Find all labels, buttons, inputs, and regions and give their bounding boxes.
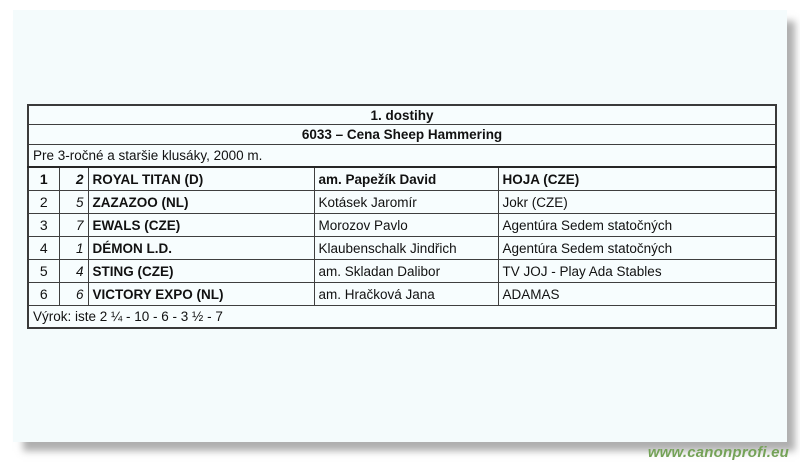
result-row-5 (28, 260, 776, 283)
owner-cell: HOJA (CZE) (498, 167, 776, 191)
place-cell: 5 (28, 260, 59, 283)
race-results-table (27, 104, 777, 329)
race-conditions-row (28, 145, 776, 168)
driver-cell: am. Hračková Jana (314, 283, 498, 306)
place-cell: 4 (28, 237, 59, 260)
horse-name-cell: STING (CZE) (88, 260, 314, 283)
race-heading-row (28, 105, 776, 125)
race-name-row (28, 125, 776, 145)
driver-cell: am. Skladan Dalibor (314, 260, 498, 283)
program-number-cell: 4 (59, 260, 88, 283)
race-name: 6033 – Cena Sheep Hammering (28, 125, 776, 145)
owner-cell: TV JOJ - Play Ada Stables (498, 260, 776, 283)
result-row-2 (28, 191, 776, 214)
result-row-4 (28, 237, 776, 260)
watermark-url: www.canonprofi.eu (647, 444, 789, 461)
place-cell: 3 (28, 214, 59, 237)
race-heading: 1. dostihy (28, 105, 776, 125)
verdict-row (28, 306, 776, 329)
horse-name-cell: EWALS (CZE) (88, 214, 314, 237)
horse-name-cell: ROYAL TITAN (D) (88, 167, 314, 191)
result-row-1 (28, 167, 776, 191)
program-number-cell: 2 (59, 167, 88, 191)
driver-cell: am. Papežík David (314, 167, 498, 191)
driver-cell: Morozov Pavlo (314, 214, 498, 237)
program-number-cell: 6 (59, 283, 88, 306)
place-cell: 6 (28, 283, 59, 306)
program-number-cell: 1 (59, 237, 88, 260)
horse-name-cell: VICTORY EXPO (NL) (88, 283, 314, 306)
document-page (13, 10, 787, 442)
owner-cell: ADAMAS (498, 283, 776, 306)
place-cell: 2 (28, 191, 59, 214)
driver-cell: Klaubenschalk Jindřich (314, 237, 498, 260)
owner-cell: Agentúra Sedem statočných (498, 214, 776, 237)
result-row-6 (28, 283, 776, 306)
race-conditions: Pre 3-ročné a staršie klusáky, 2000 m. (28, 145, 776, 168)
horse-name-cell: DÉMON L.D. (88, 237, 314, 260)
driver-cell: Kotásek Jaromír (314, 191, 498, 214)
place-cell: 1 (28, 167, 59, 191)
verdict-text: Výrok: iste 2 ¼ - 10 - 6 - 3 ½ - 7 (28, 306, 776, 329)
owner-cell: Jokr (CZE) (498, 191, 776, 214)
program-number-cell: 5 (59, 191, 88, 214)
owner-cell: Agentúra Sedem statočných (498, 237, 776, 260)
result-row-3 (28, 214, 776, 237)
program-number-cell: 7 (59, 214, 88, 237)
horse-name-cell: ZAZAZOO (NL) (88, 191, 314, 214)
